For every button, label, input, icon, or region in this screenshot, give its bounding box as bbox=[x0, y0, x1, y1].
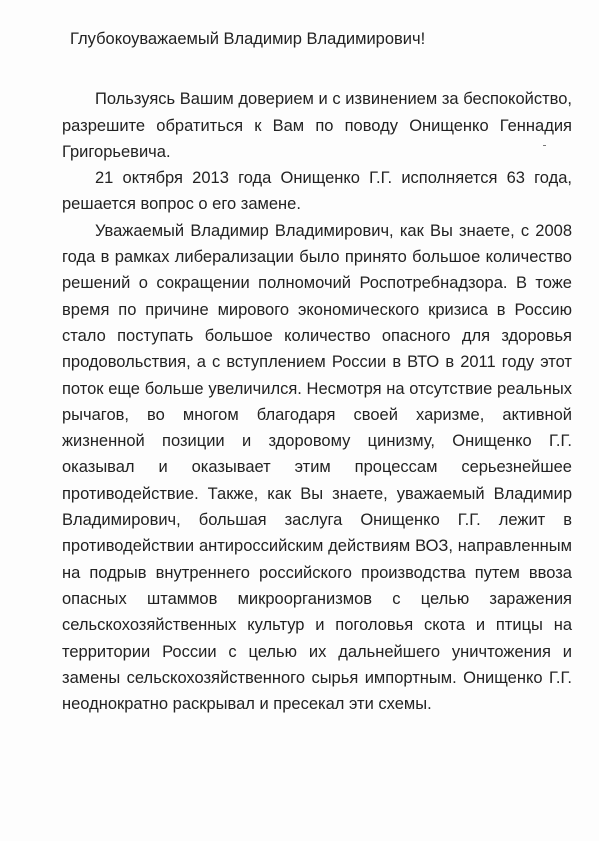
letter-paragraph-2: 21 октября 2013 года Онищенко Г.Г. исполняется 63 года, решается вопрос о его замене. bbox=[62, 169, 572, 214]
letter-paragraph-1: Пользуясь Вашим доверием и с извинением за беспокойство, разрешите обратиться к Вам по поводу Онищенко Геннадия Григорьевича. bbox=[62, 90, 572, 161]
letter-body bbox=[62, 26, 572, 717]
letter-greeting: Глубокоуважаемый Владимир Владимирович! bbox=[70, 30, 426, 48]
letter-paragraph-3: Уважаемый Владимир Владимирович, как Вы знаете, с 2008 года в рамках либерализации было принято большое количество решений о сокращении полномочий Роспотребнадзора. В тоже время по причине мирового экономического кризиса в Россию стало поступать большое количество опасного для здоровья продовольствия, а с вступлением России в ВТО в 2011 году этот поток еще больше увеличился. Несмотря на отсутствие реальных рычагов, во многом благодаря своей харизме, активной жизненной позиции и здоровому цинизму, Онищенко Г.Г. оказывал и оказывает этим процессам серьезнейшее противодействие. Также, как Вы знаете, уважаемый Владимир Владимирович, большая заслуга Онищенко Г.Г. лежит в противодействии антироссийским действиям ВОЗ, направленным на подрыв внутреннего российского производства путем ввоза опасных штаммов микроорганизмов с целью заражения сельскохозяйственных культур и поголовья скота и птицы на территории России с целью их дальнейшего уничтожения и замены сельскохозяйственного сырья импортным. Онищенко Г.Г. неоднократно раскрывал и пресекал эти схемы. bbox=[62, 221, 572, 714]
